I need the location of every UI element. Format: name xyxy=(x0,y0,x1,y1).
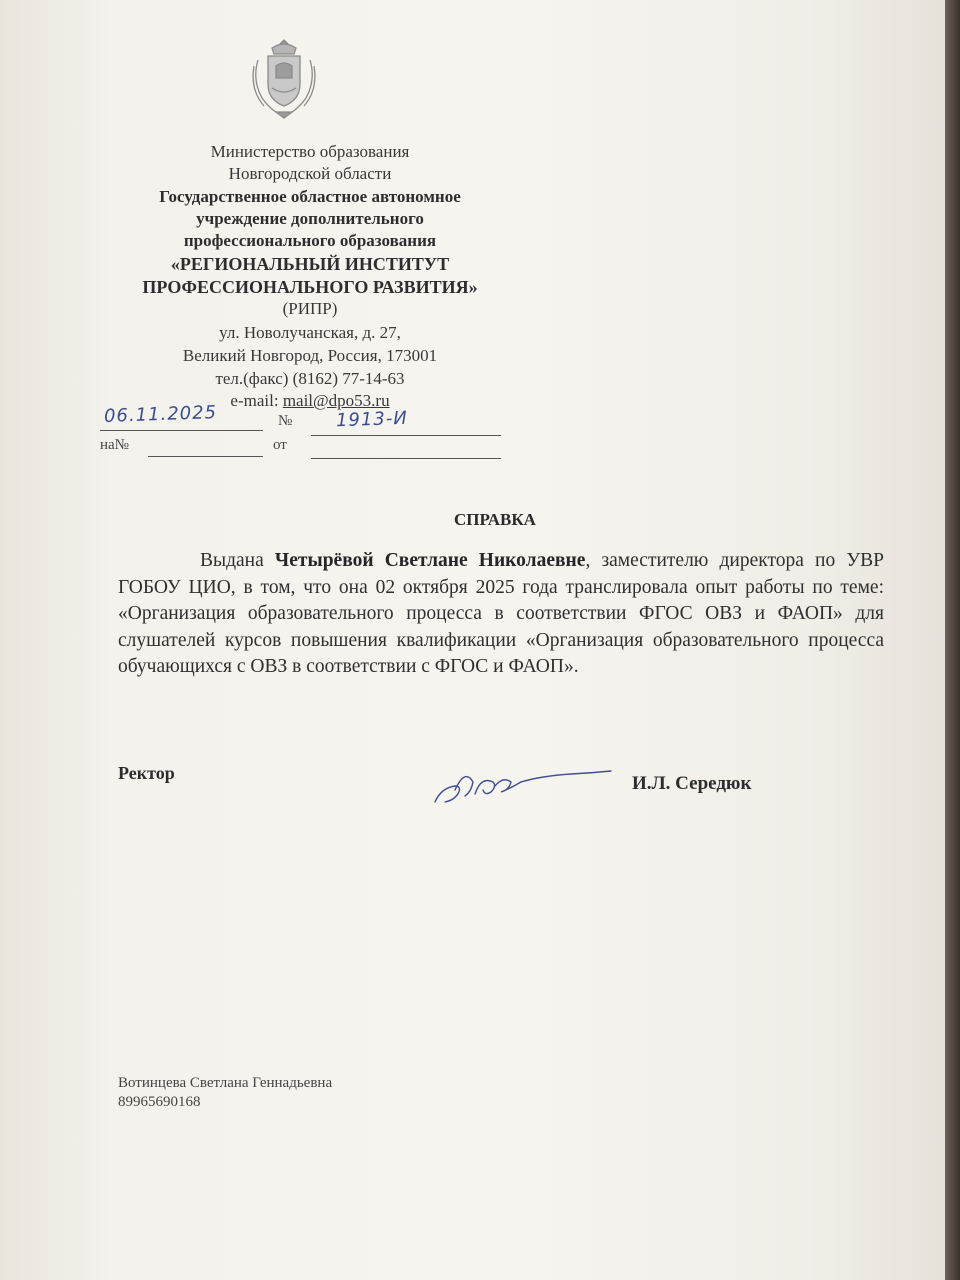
org-line-3: профессионального образования xyxy=(183,231,437,250)
number-line xyxy=(311,435,501,436)
recipient-name: Четырёвой Светлане Николаевне xyxy=(274,550,586,571)
address-line-1: ул. Новолучанская, д. 27, xyxy=(219,323,401,342)
body-text: , заместителю директора по УВР ГОБОУ ЦИО, в том, что она 02 октября 2025 года транслировала опыт работы по теме: «Организация образовательного процесса в соответствии ФГОС ОВЗ и ФАОП» для слушателей курсов повышения квалификации «Организация образовательного процесса обучающихся с ОВЗ в соответствии с ФГОС и ФАОП». xyxy=(118,550,885,677)
ministry-line-1: Министерство образования xyxy=(210,142,410,161)
phone-line: тел.(факс) (8162) 77-14-63 xyxy=(215,369,405,388)
ministry-line-2: Новгородской области xyxy=(228,164,392,183)
email-label: e-mail: xyxy=(230,391,283,410)
address-line-2: Великий Новгород, Россия, 173001 xyxy=(182,346,438,365)
coat-of-arms-icon xyxy=(246,36,322,122)
page-edge-shadow xyxy=(945,0,960,1280)
org-line-2: учреждение дополнительного xyxy=(196,209,424,228)
contact-phone: 89965690168 xyxy=(118,1094,201,1110)
signer-name: И.Л. Середюк xyxy=(632,773,752,794)
document-body xyxy=(118,548,884,681)
signer-role: Ректор xyxy=(118,763,175,783)
ref-label: на№ xyxy=(100,437,129,453)
document-title: СПРАВКА xyxy=(454,510,536,529)
registration-date: 06.11.2025 xyxy=(103,402,218,427)
number-label: № xyxy=(278,413,293,429)
contact-name: Вотинцева Светлана Геннадьевна xyxy=(118,1075,333,1091)
org-line-1: Государственное областное автономное xyxy=(159,187,461,206)
body-intro: Выдана xyxy=(200,550,275,571)
from-line xyxy=(311,458,501,459)
org-line-5: ПРОФЕССИОНАЛЬНОГО РАЗВИТИЯ» xyxy=(142,277,478,297)
handwritten-signature-icon xyxy=(425,760,625,810)
registration-number: 1913-И xyxy=(335,407,409,432)
from-label: от xyxy=(273,437,287,453)
ref-line xyxy=(148,456,263,457)
date-line xyxy=(100,430,263,431)
org-line-4: «РЕГИОНАЛЬНЫЙ ИНСТИТУТ xyxy=(170,254,450,274)
org-abbreviation: (РИПР) xyxy=(282,299,338,318)
email-link[interactable]: mail@dpo53.ru xyxy=(282,391,390,410)
